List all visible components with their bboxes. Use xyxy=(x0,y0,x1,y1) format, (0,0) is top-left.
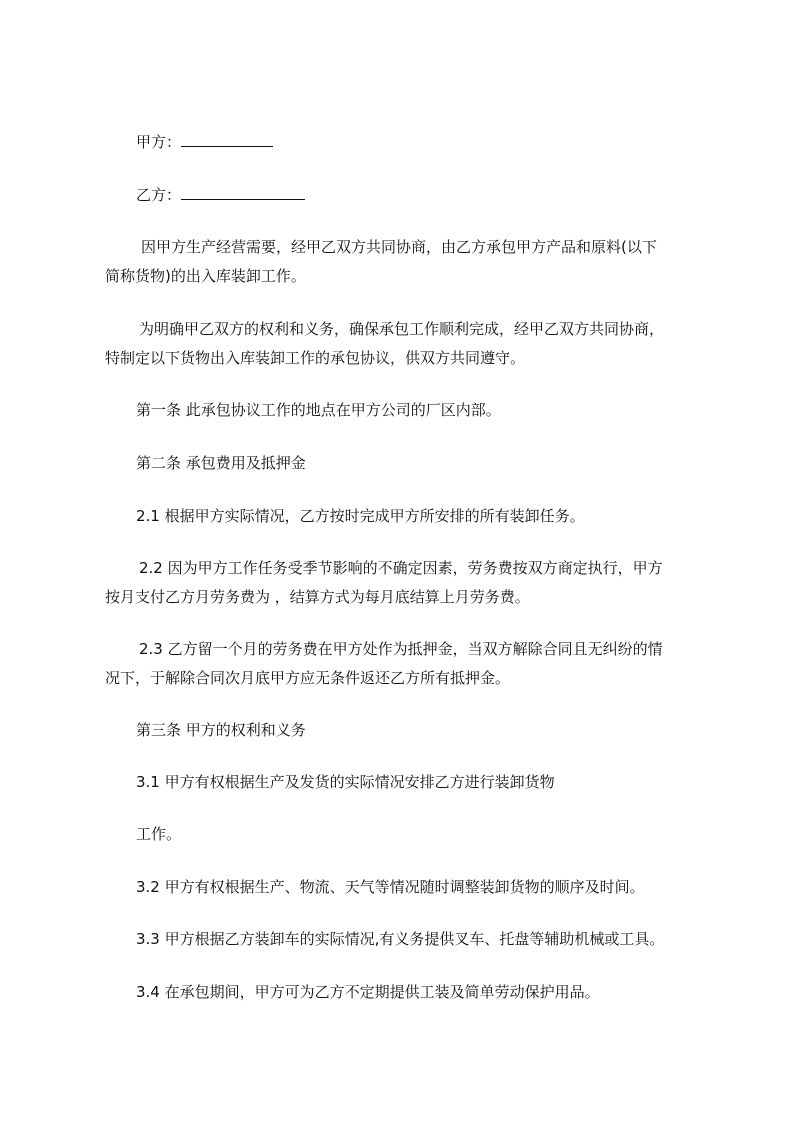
intro-line-2: 简称货物)的出入库装卸工作。 xyxy=(105,267,306,285)
party-b-blank xyxy=(181,183,305,200)
clause-2-1: 2.1 根据甲方实际情况，乙方按时完成甲方所安排的所有装卸任务。 xyxy=(136,507,585,525)
party-a-line xyxy=(136,128,273,157)
clause-2-2-line-2: 按月支付乙方月劳务费为 ，结算方式为每月底结算上月劳务费。 xyxy=(105,588,530,606)
purpose-line-2: 特制定以下货物出入库装卸工作的承包协议，供双方共同遵守。 xyxy=(105,349,526,367)
clause-3-1-line-2: 工作。 xyxy=(136,825,182,843)
clause-3-1-line-1: 3.1 甲方有权根据生产及发货的实际情况安排乙方进行装卸货物 xyxy=(136,773,555,791)
article-1: 第一条 此承包协议工作的地点在甲方公司的厂区内部。 xyxy=(136,401,501,419)
article-3-heading: 第三条 甲方的权利和义务 xyxy=(136,721,306,739)
clause-2-3-line-2: 况下，于解除合同次月底甲方应无条件返还乙方所有抵押金。 xyxy=(105,669,511,687)
clause-2-3-line-1: 2.3 乙方留一个月的劳务费在甲方处作为抵押金，当双方解除合同且无纠纷的情 xyxy=(139,640,663,658)
article-2-heading: 第二条 承包费用及抵押金 xyxy=(136,454,306,472)
party-a-blank xyxy=(181,130,273,147)
clause-3-3: 3.3 甲方根据乙方装卸车的实际情况,有义务提供叉车、托盘等辅助机械或工具。 xyxy=(136,930,665,948)
party-b-label: 乙方： xyxy=(136,186,182,204)
clause-3-2: 3.2 甲方有权根据生产、物流、天气等情况随时调整装卸货物的顺序及时间。 xyxy=(136,878,645,896)
intro-line-1: 因甲方生产经营需要，经甲乙双方共同协商，由乙方承包甲方产品和原料(以下 xyxy=(141,238,657,256)
party-b-line xyxy=(136,181,305,210)
clause-3-4: 3.4 在承包期间，甲方可为乙方不定期提供工装及简单劳动保护用品。 xyxy=(136,983,600,1001)
purpose-line-1: 为明确甲乙双方的权利和义务，确保承包工作顺利完成，经甲乙双方共同协商， xyxy=(139,320,665,338)
party-a-label: 甲方： xyxy=(136,133,182,151)
clause-2-2-line-1: 2.2 因为甲方工作任务受季节影响的不确定因素，劳务费按双方商定执行，甲方 xyxy=(139,559,663,577)
